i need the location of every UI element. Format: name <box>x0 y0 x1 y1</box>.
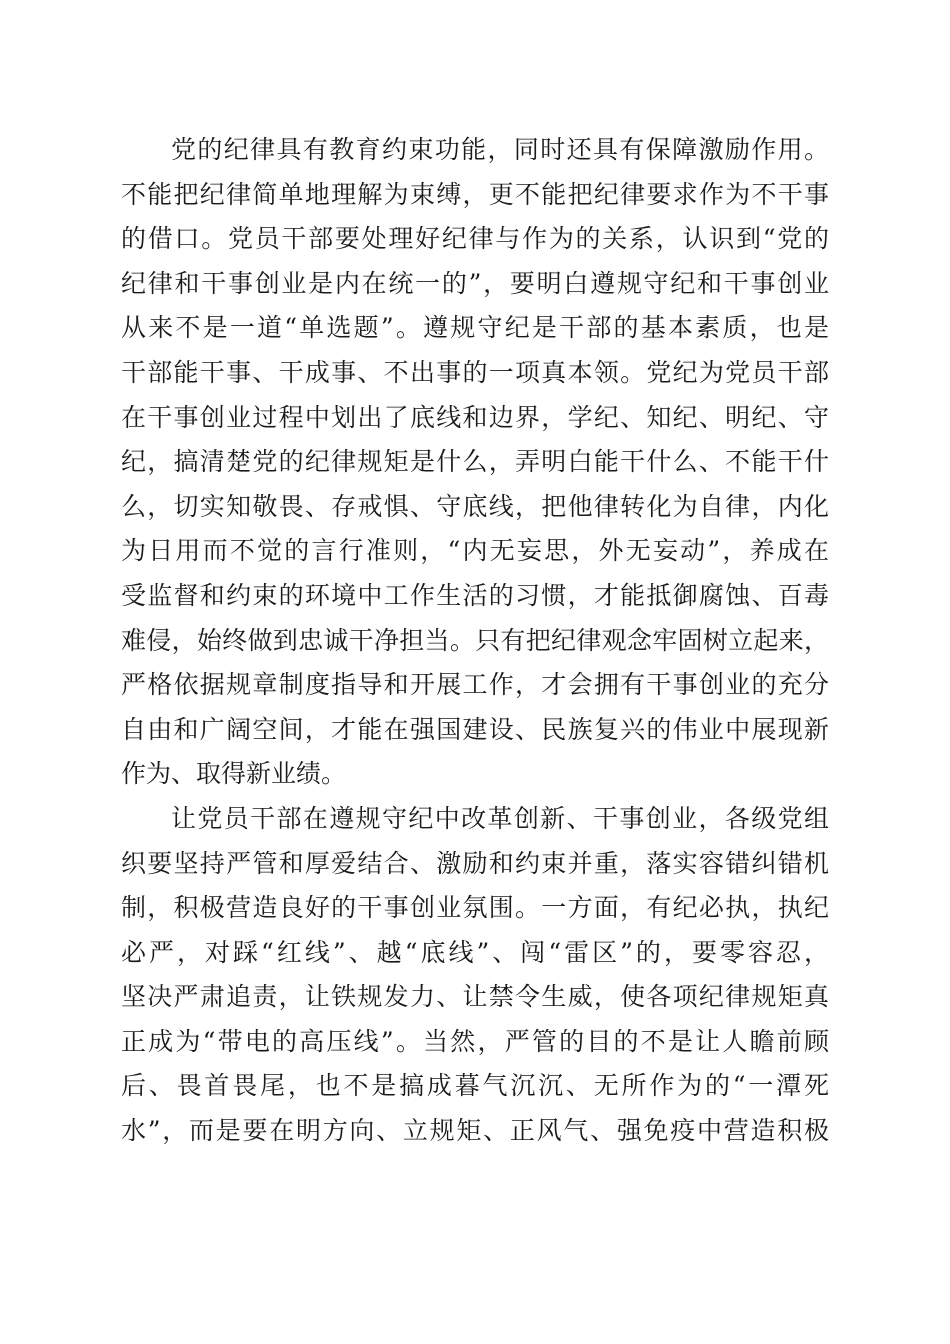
text-line: 难侵，始终做到忠诚干净担当。只有把纪律观念牢固树立起来， <box>121 625 829 655</box>
text-line: 为日用而不觉的言行准则，“内无妄思，外无妄动”，养成在 <box>121 536 829 566</box>
text-line: 纪，搞清楚党的纪律规矩是什么，弄明白能干什么、不能干什 <box>121 447 829 477</box>
text-line: 坚决严肃追责，让铁规发力、让禁令生威，使各项纪律规矩真 <box>121 982 829 1012</box>
document-body <box>121 128 829 1154</box>
text-line: 党的纪律具有教育约束功能，同时还具有保障激励作用。 <box>171 135 829 164</box>
text-line: 制，积极营造良好的干事创业氛围。一方面，有纪必执，执纪 <box>121 893 829 923</box>
text-line: 水”，而是要在明方向、立规矩、正风气、强免疫中营造积极 <box>121 1116 829 1146</box>
text-line: 的借口。党员干部要处理好纪律与作为的关系，认识到“党的 <box>121 224 829 254</box>
text-line: 严格依据规章制度指导和开展工作，才会拥有干事创业的充分 <box>121 670 829 700</box>
text-line: 必严，对踩“红线”、越“底线”、闯“雷区”的，要零容忍， <box>121 937 829 967</box>
text-line: 后、畏首畏尾，也不是搞成暮气沉沉、无所作为的“一潭死 <box>121 1071 829 1101</box>
text-line: 受监督和约束的环境中工作生活的习惯，才能抵御腐蚀、百毒 <box>121 580 829 610</box>
text-line: 自由和广阔空间，才能在强国建设、民族复兴的伟业中展现新 <box>121 714 829 744</box>
text-line: 正成为“带电的高压线”。当然，严管的目的不是让人瞻前顾 <box>121 1026 829 1056</box>
text-line: 纪律和干事创业是内在统一的”，要明白遵规守纪和干事创业 <box>121 268 829 298</box>
paragraph-discipline-and-action <box>121 128 829 797</box>
paragraph-strict-management <box>121 797 829 1154</box>
text-line: 么，切实知敬畏、存戒惧、守底线，把他律转化为自律，内化 <box>121 491 829 521</box>
text-line: 不能把纪律简单地理解为束缚，更不能把纪律要求作为不干事 <box>121 179 829 209</box>
text-line: 织要坚持严管和厚爱结合、激励和约束并重，落实容错纠错机 <box>121 848 829 878</box>
text-line: 干部能干事、干成事、不出事的一项真本领。党纪为党员干部 <box>121 357 829 387</box>
text-line: 从来不是一道“单选题”。遵规守纪是干部的基本素质，也是 <box>121 313 829 343</box>
text-line: 作为、取得新业绩。 <box>121 759 347 789</box>
text-line: 在干事创业过程中划出了底线和边界，学纪、知纪、明纪、守 <box>121 402 829 432</box>
text-line: 让党员干部在遵规守纪中改革创新、干事创业，各级党组 <box>171 803 829 833</box>
